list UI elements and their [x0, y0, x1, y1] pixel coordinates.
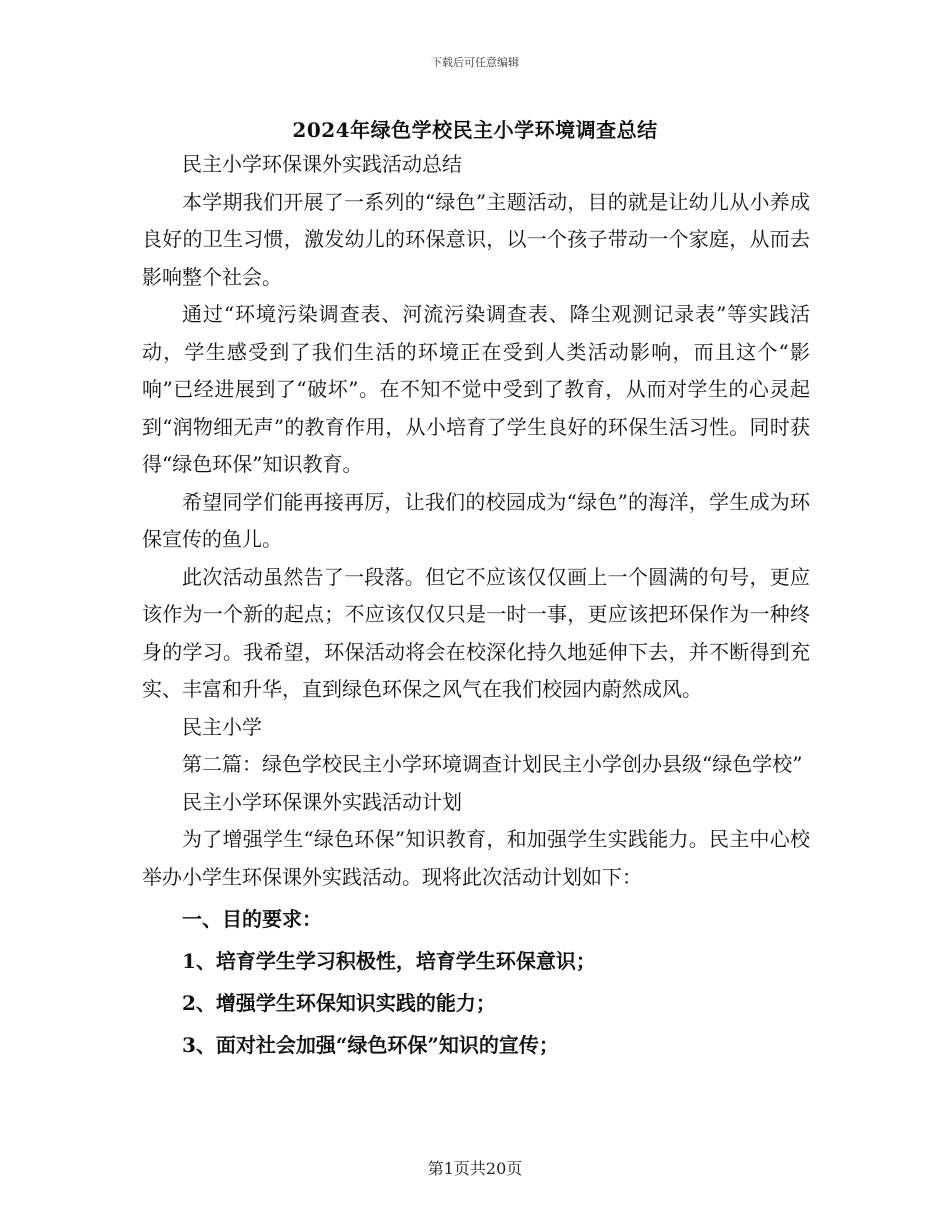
paragraph-signature: 民主小学 — [182, 714, 262, 739]
page-number-footer: 第1页共20页 — [427, 1159, 523, 1178]
goal-item-3: 3、面对社会加强“绿色环保”知识的宣传； — [182, 1033, 559, 1057]
header-note: 下载后可任意编辑 — [431, 56, 519, 69]
goal-item-2: 2、增强学生环保知识实践的能力； — [182, 991, 496, 1015]
paragraph-plan-intro: 为了增强学生“绿色环保”知识教育，和加强学生实践能力。民主中心校举办小学生环保课外实践活动。现将此次活动计划如下： — [142, 827, 810, 889]
document-title: 2024年绿色学校民主小学环境调查总结 — [292, 118, 658, 142]
paragraph-conclusion: 此次活动虽然告了一段落。但它不应该仅仅画上一个圆满的句号，更应该作为一个新的起点；不应该仅仅只是一时一事，更应该把环保作为一种终身的学习。我希望，环保活动将会在校深化持久地延伸下去，并不断得到充实、丰富和升华，直到绿色环保之风气在我们校园内蔚然成风。 — [142, 564, 810, 701]
paragraph-second-part: 第二篇：绿色学校民主小学环境调查计划民主小学创办县级“绿色学校” — [182, 752, 803, 776]
paragraph-hope: 希望同学们能再接再厉，让我们的校园成为“绿色”的海洋，学生成为环保宣传的鱼儿。 — [142, 489, 810, 551]
document-body — [142, 146, 810, 1064]
section-heading-goals: 一、目的要求： — [182, 907, 322, 931]
goal-item-1: 1、培育学生学习积极性，培育学生环保意识； — [182, 949, 596, 973]
paragraph-subtitle: 民主小学环保课外实践活动总结 — [182, 152, 462, 176]
paragraph-practice: 通过“环境污染调查表、河流污染调查表、降尘观测记录表”等实践活动，学生感受到了我们生活的环境正在受到人类活动影响，而且这个“影响”已经进展到了“破坏”。在不知不觉中受到了教育，从而对学生的心灵起到“润物细无声”的教育作用，从小培育了学生良好的环保生活习性。同时获得“绿色环保”知识教育。 — [142, 302, 810, 476]
paragraph-plan-title: 民主小学环保课外实践活动计划 — [182, 789, 462, 814]
paragraph-intro: 本学期我们开展了一系列的“绿色”主题活动，目的就是让幼儿从小养成良好的卫生习惯，激发幼儿的环保意识，以一个孩子带动一个家庭，从而去影响整个社会。 — [142, 189, 810, 289]
